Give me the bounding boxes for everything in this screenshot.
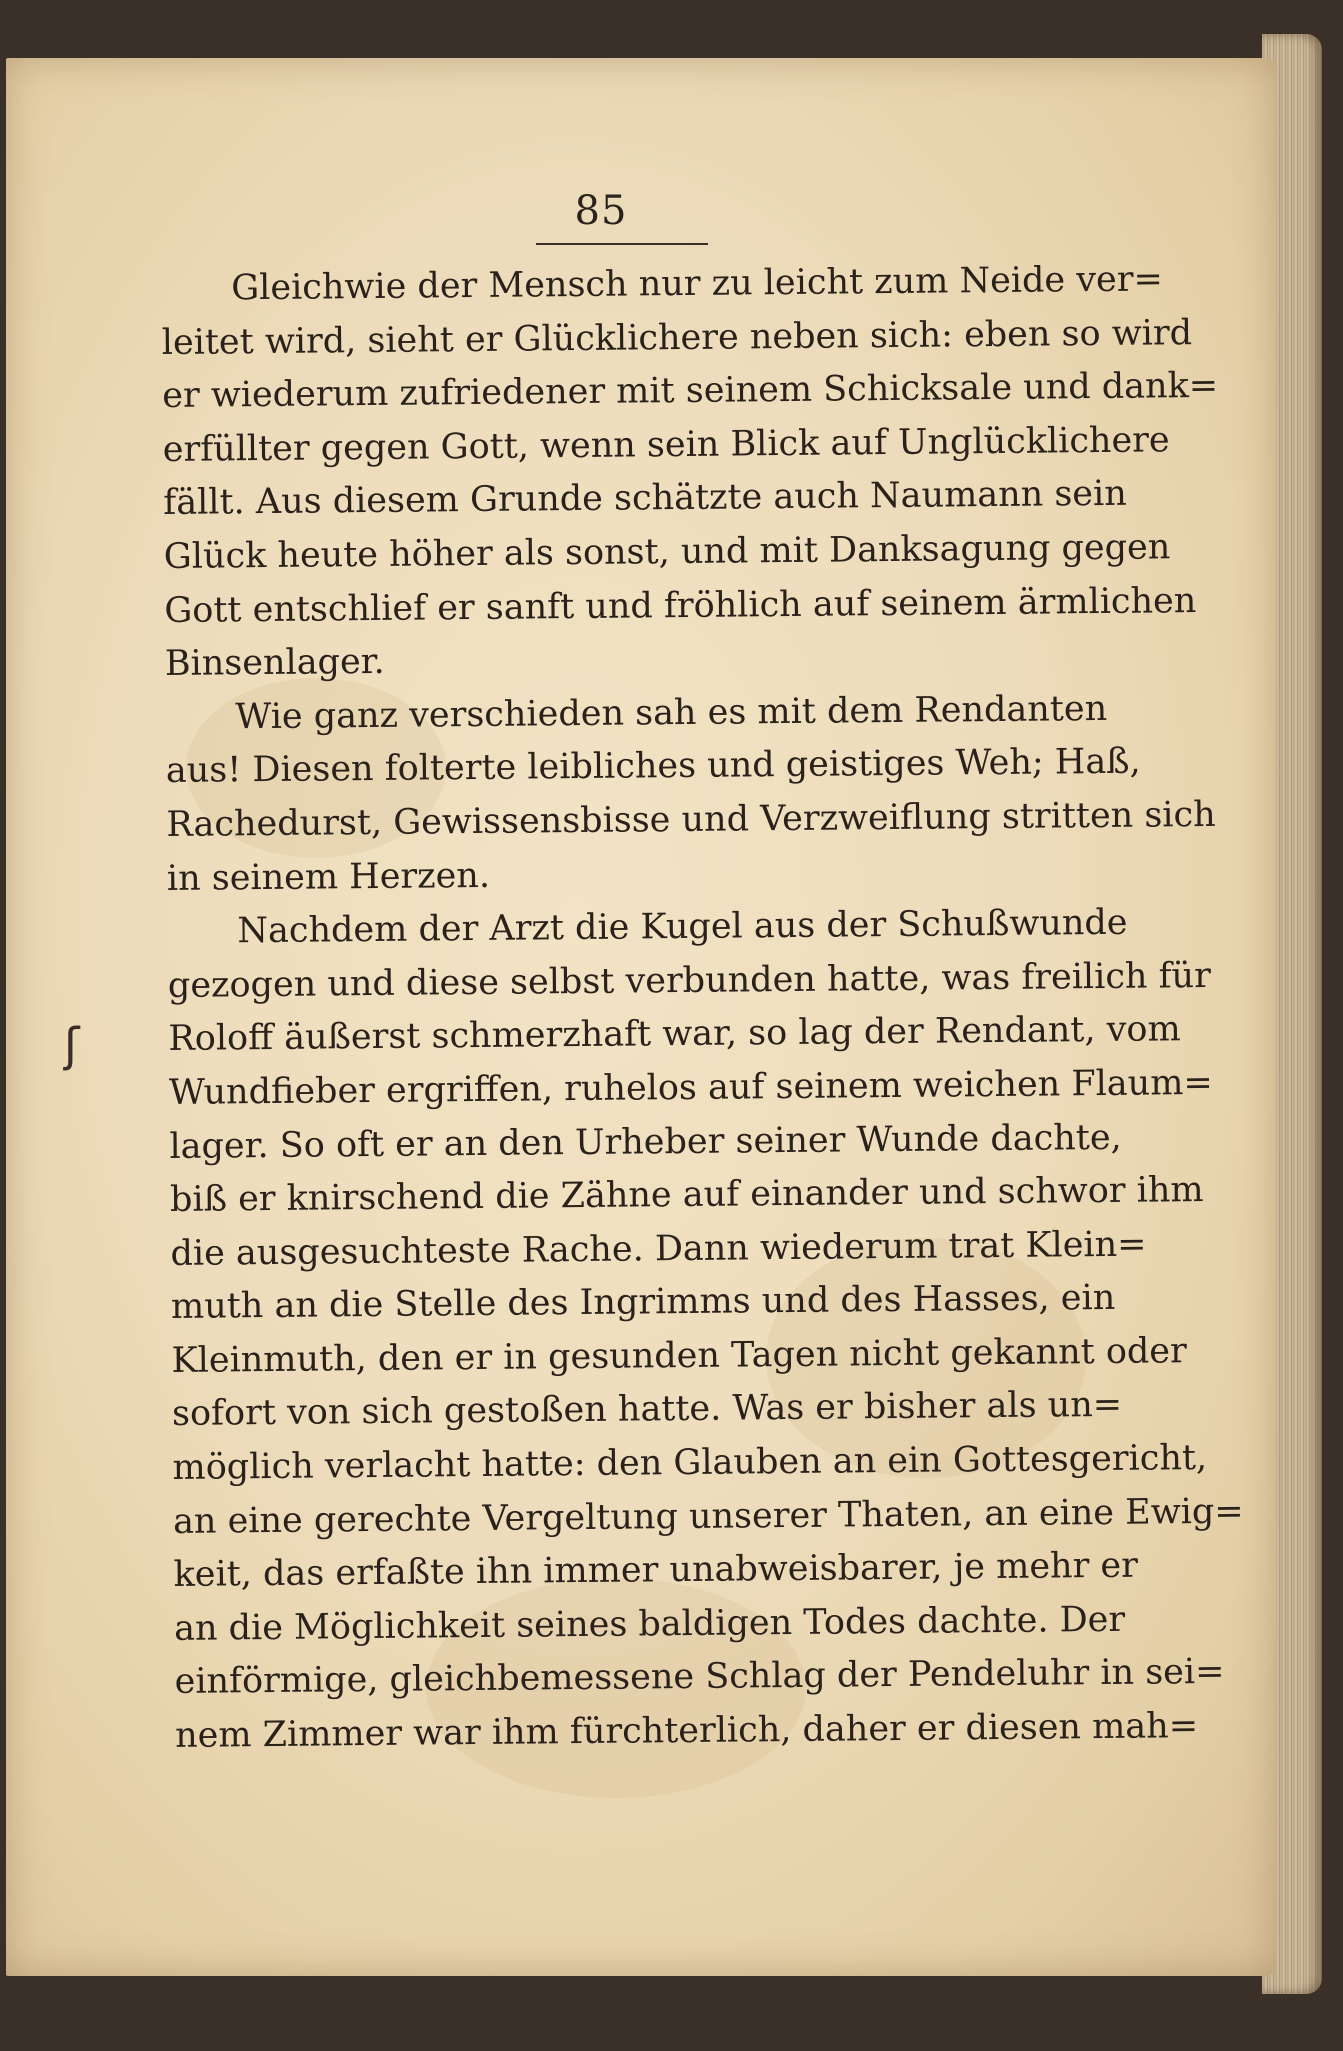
text-line: die ausgesuchteste Rache. Dann wiederum trat Klein= [170, 1224, 1147, 1274]
text-line: Wie ganz verschieden sah es mit dem Rendanten [235, 688, 1108, 738]
body-text [161, 254, 1244, 1763]
text-line: Rachedurst, Gewissensbisse und Verzweiflung stritten sich [166, 794, 1216, 845]
text-line: Kleinmuth, den er in gesunden Tagen nicht gekannt oder [171, 1331, 1187, 1381]
text-line: muth an die Stelle des Ingrimms und des Hasses, ein [170, 1278, 1116, 1328]
text-line: Wundfieber ergriffen, ruhelos auf seinem weichen Flaum= [168, 1062, 1213, 1113]
page-number: 85 [574, 188, 628, 234]
text-line: an die Möglichkeit seines baldigen Todes dachte. Der [173, 1599, 1126, 1649]
text-line: gezogen und diese selbst verbunden hatte, was freilich für [167, 955, 1212, 1006]
book-page [6, 58, 1276, 1976]
header-rule [536, 243, 708, 245]
text-line: möglich verlacht hatte: den Glauben an ein Gottesgericht, [172, 1438, 1208, 1489]
paragraph-2 [165, 683, 1216, 906]
text-line: in seinem Herzen. [166, 855, 491, 899]
paragraph-1 [161, 254, 1219, 692]
text-line: biß er knirschend die Zähne auf einander und schwor ihm [169, 1170, 1204, 1221]
text-line: einförmige, gleichbemessene Schlag der Pendeluhr in sei= [174, 1652, 1225, 1703]
text-line: er wiederum zufriedener mit seinem Schicksale und dank= [162, 366, 1219, 417]
text-line: lager. So oft er an den Urheber seiner Wunde dachte, [169, 1117, 1122, 1167]
text-line: Gleichwie der Mensch nur zu leicht zum Neide ver= [231, 259, 1163, 309]
text-line: Gott entschlief er sanft und fröhlich auf seinem ärmlichen [164, 580, 1197, 631]
margin-pencil-mark: ʃ [64, 1018, 80, 1072]
text-line: aus! Diesen folterte leibliches und geistiges Weh; Haß, [165, 741, 1141, 792]
text-line: nem Zimmer war ihm fürchterlich, daher er diesen mah= [174, 1706, 1199, 1756]
text-line: leitet wird, sieht er Glücklichere neben sich: eben so wird [161, 312, 1193, 363]
paragraph-3 [167, 897, 1244, 1763]
text-line: erfüllter gegen Gott, wenn sein Blick auf Unglücklichere [162, 420, 1170, 470]
text-line: fällt. Aus diesem Grunde schätzte auch Naumann sein [163, 474, 1127, 524]
text-line: Nachdem der Arzt die Kugel aus der Schußwunde [237, 902, 1128, 952]
text-line: keit, das erfaßte ihn immer unabweisbarer, je mehr er [173, 1545, 1139, 1596]
text-line: Binsenlager. [164, 642, 385, 685]
text-line: sofort von sich gestoßen hatte. Was er bisher als un= [171, 1385, 1123, 1435]
text-line: Roloff äußerst schmerzhaft war, so lag der Rendant, vom [168, 1009, 1181, 1060]
text-line: Glück heute höher als sonst, und mit Danksagung gegen [163, 527, 1171, 577]
text-line: an eine gerechte Vergeltung unserer Thaten, an eine Ewig= [172, 1491, 1244, 1542]
